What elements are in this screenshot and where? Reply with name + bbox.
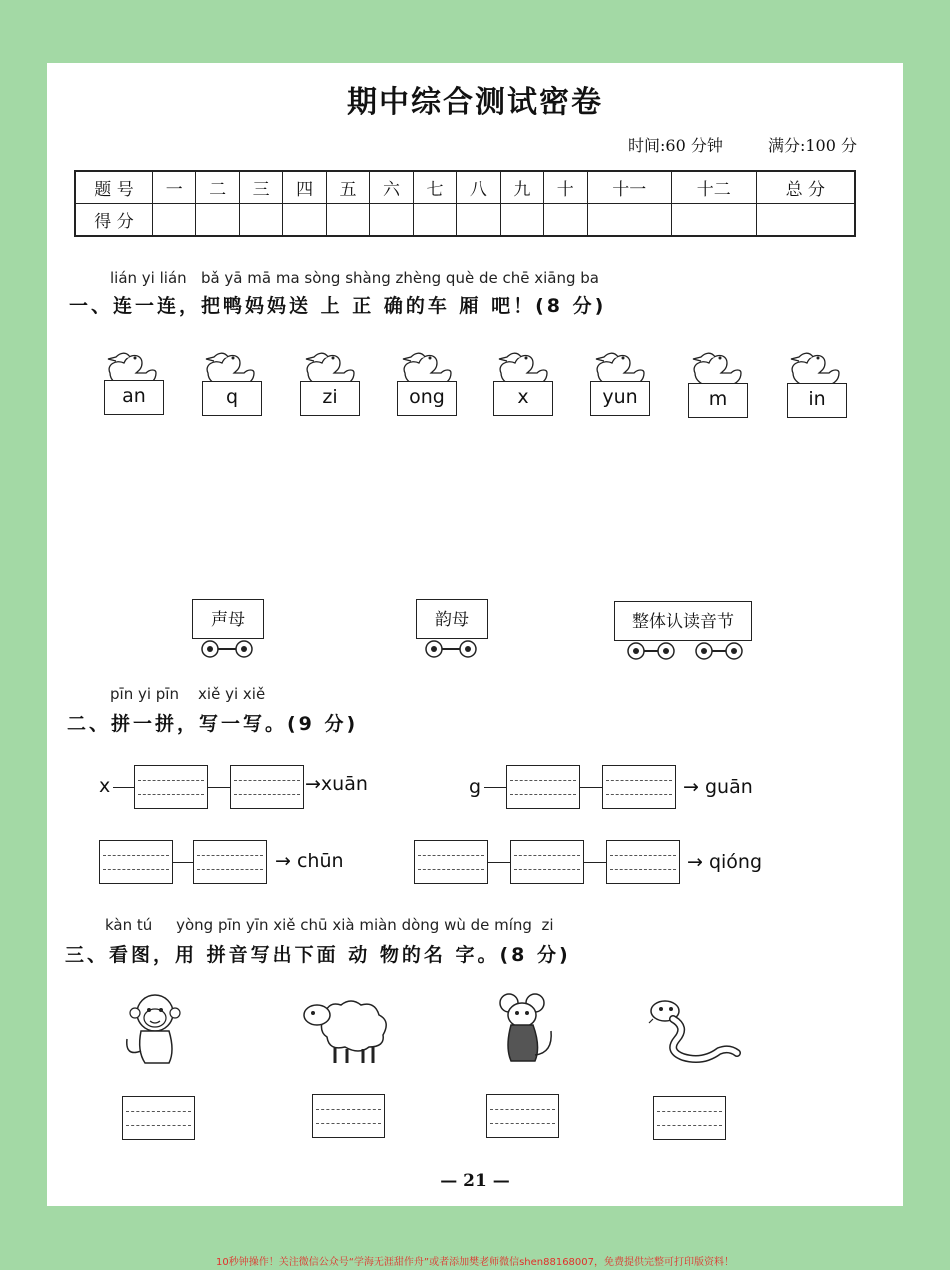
item1-result-text: xuān [320, 773, 368, 795]
score-input-cell[interactable] [500, 204, 543, 237]
score-input-cell[interactable] [370, 204, 413, 237]
arrow-icon: → [683, 776, 699, 798]
mouse-icon [495, 991, 565, 1071]
cart-wheels-icon [422, 637, 482, 661]
cart-label: 声母 [192, 599, 264, 639]
score-table-cell: 四 [283, 171, 326, 204]
score-input-cell[interactable] [457, 204, 500, 237]
connector-line [584, 862, 606, 863]
score-table-cell: 八 [457, 171, 500, 204]
connector-line [173, 862, 193, 863]
item4-result-text: qióng [708, 851, 763, 873]
writing-box[interactable] [414, 840, 488, 884]
item1-result [305, 773, 368, 795]
section2-heading: 二、拼一拼，写一写。(9 分) [67, 713, 359, 735]
score-input-cell[interactable] [239, 204, 282, 237]
full-score: 满分:100 分 [767, 136, 857, 155]
duck-syllable-x[interactable]: x [493, 381, 553, 416]
score-table-header [75, 171, 855, 204]
score-input-cell[interactable] [544, 204, 587, 237]
animal-answer-box-sheep[interactable] [312, 1094, 385, 1138]
score-input-cell[interactable] [326, 204, 369, 237]
score-table-cell: 十二 [672, 171, 757, 204]
section3-heading: 三、看图，用 拼音写出下面 动 物的名 字。(8 分) [65, 944, 571, 966]
score-input-cell[interactable] [283, 204, 326, 237]
duck-row [47, 333, 903, 423]
score-input-cell[interactable] [672, 204, 757, 237]
footer-notice: 10秒钟操作！关注微信公众号“学海无涯甜作舟”或者添加樊老师微信shen88168007，免费提供完整可打印版资料！ [215, 1257, 735, 1268]
score-table-cell: 一 [153, 171, 196, 204]
connector-line [208, 787, 230, 788]
score-table-cell: 十 [544, 171, 587, 204]
score-input-cell[interactable] [587, 204, 672, 237]
duck-syllable-q[interactable]: q [202, 381, 262, 416]
cart-wheels-icon [624, 639, 748, 663]
score-row-label: 得 分 [75, 204, 153, 237]
score-table-cell: 五 [326, 171, 369, 204]
snake-icon [647, 993, 747, 1073]
connector-line [484, 787, 506, 788]
score-input-cell[interactable] [756, 204, 855, 237]
score-input-cell[interactable] [196, 204, 239, 237]
score-table-row [75, 204, 855, 237]
animal-answer-box-snake[interactable] [653, 1096, 726, 1140]
section3-pinyin: kàn tú yòng pīn yīn xiě chū xià miàn dòng wù de míng zi [105, 916, 554, 934]
duck-syllable-yun[interactable]: yun [590, 381, 650, 416]
item4-result [687, 851, 762, 873]
arrow-icon: → [275, 850, 291, 872]
connector-line [113, 787, 135, 788]
worksheet-page [47, 63, 903, 1206]
writing-box[interactable] [510, 840, 584, 884]
score-table-cell: 三 [239, 171, 282, 204]
arrow-icon: → [305, 773, 321, 795]
writing-box[interactable] [134, 765, 208, 809]
item3-result-text: chūn [296, 850, 344, 872]
page-number: — 21 — [440, 1171, 510, 1191]
writing-box[interactable] [606, 840, 680, 884]
duck-syllable-an[interactable]: an [104, 380, 164, 415]
duck-syllable-m[interactable]: m [688, 383, 748, 418]
item2-result [683, 776, 753, 798]
connector-line [488, 862, 510, 863]
score-table-cell: 十一 [587, 171, 672, 204]
duck-syllable-ong[interactable]: ong [397, 381, 457, 416]
writing-box[interactable] [602, 765, 676, 809]
section2-pinyin: pīn yi pīn xiě yi xiě [110, 685, 266, 703]
duck-icon [791, 353, 839, 387]
score-input-cell[interactable] [153, 204, 196, 237]
item2-result-text: guān [704, 776, 753, 798]
score-table-cell: 题 号 [75, 171, 153, 204]
cart-label: 韵母 [416, 599, 488, 639]
item2-initial: g [469, 776, 482, 798]
section1-heading: 一、连一连，把鸭妈妈送 上 正 确的车 厢 吧！(8 分) [69, 295, 607, 317]
writing-box[interactable] [230, 765, 304, 809]
writing-box[interactable] [193, 840, 267, 884]
score-table-cell: 二 [196, 171, 239, 204]
score-input-cell[interactable] [413, 204, 456, 237]
item1-initial: x [99, 775, 111, 797]
item3-result [275, 850, 344, 872]
page-title: 期中综合测试密卷 [347, 85, 603, 120]
connector-line [580, 787, 602, 788]
monkey-icon [117, 991, 197, 1071]
duck-syllable-zi[interactable]: zi [300, 381, 360, 416]
arrow-icon: → [687, 851, 703, 873]
cart-wheels-icon [198, 637, 258, 661]
score-table-cell: 六 [370, 171, 413, 204]
score-table-cell: 七 [413, 171, 456, 204]
cart-label: 整体认读音节 [614, 601, 752, 641]
duck-syllable-in[interactable]: in [787, 383, 847, 418]
time-info [588, 133, 857, 156]
score-table [74, 170, 856, 237]
section1-pinyin: lián yi lián bǎ yā mā ma sòng shàng zhèng què de chē xiāng ba [110, 269, 599, 287]
time-limit: 时间:60 分钟 [628, 136, 723, 155]
animal-answer-box-mouse[interactable] [486, 1094, 559, 1138]
score-table-cell: 总 分 [756, 171, 855, 204]
score-table-cell: 九 [500, 171, 543, 204]
animal-answer-box-monkey[interactable] [122, 1096, 195, 1140]
writing-box[interactable] [99, 840, 173, 884]
duck-icon [693, 353, 741, 387]
sheep-icon [295, 991, 395, 1071]
writing-box[interactable] [506, 765, 580, 809]
